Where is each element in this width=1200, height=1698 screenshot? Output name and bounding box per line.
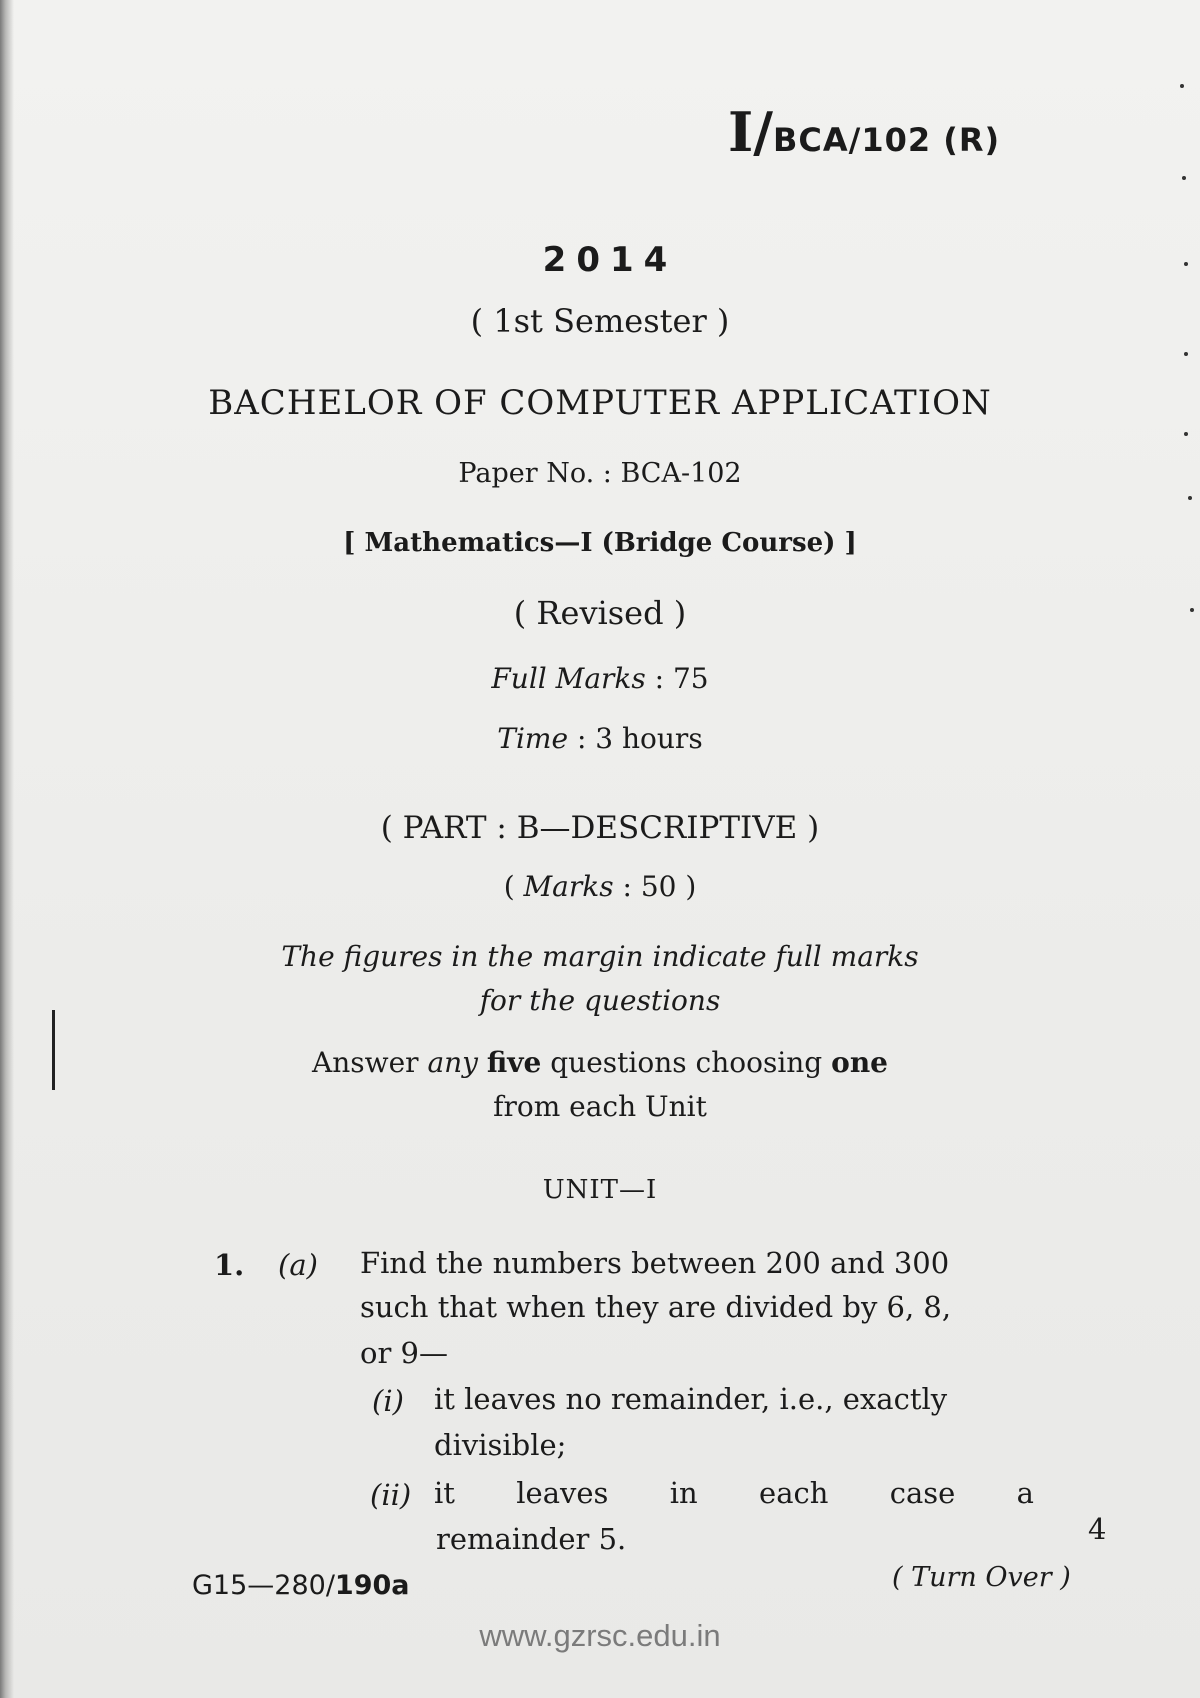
sub-question-ii-line2: remainder 5. — [436, 1522, 627, 1556]
answer-one: one — [831, 1046, 888, 1079]
scan-dot — [1184, 432, 1188, 436]
full-marks-label: Full Marks — [491, 662, 646, 695]
answer-any: any — [427, 1046, 478, 1079]
part-marks-value: : 50 ) — [613, 870, 697, 903]
answer-five: five — [486, 1046, 542, 1079]
sub-ii-word: it — [434, 1476, 455, 1510]
sub-question-i-line2: divisible; — [434, 1428, 567, 1462]
sub-question-i-label: (i) — [372, 1384, 404, 1418]
scan-dot — [1188, 496, 1192, 500]
answer-instruction-line1 — [0, 1046, 1200, 1079]
turn-over: ( Turn Over ) — [892, 1562, 1071, 1593]
sub-ii-word: case — [889, 1476, 956, 1510]
margin-instruction-line2: for the questions — [479, 984, 721, 1017]
degree-title: BACHELOR OF COMPUTER APPLICATION — [208, 383, 992, 423]
time-label: Time — [497, 722, 569, 755]
time-allowed — [0, 722, 1200, 755]
full-marks-value: : 75 — [645, 662, 709, 695]
revised-label: ( Revised ) — [513, 594, 687, 632]
question-number: 1. — [214, 1248, 245, 1282]
part-title: ( PART : B—DESCRIPTIVE ) — [380, 810, 820, 846]
unit-heading: UNIT—I — [542, 1175, 658, 1205]
paper-number: Paper No. : BCA-102 — [458, 458, 742, 489]
exam-year: 2014 — [542, 240, 678, 280]
answer-mid: questions choosing — [541, 1046, 832, 1079]
paper-code-suffix: BCA/102 (R) — [772, 121, 1001, 159]
website-watermark: www.gzrsc.edu.in — [479, 1618, 721, 1653]
part-marks-label: Marks — [523, 870, 614, 903]
sub-ii-word: each — [759, 1476, 829, 1510]
part-marks-open: ( — [503, 870, 524, 903]
sub-ii-word: in — [669, 1476, 698, 1510]
question-line3: or 9— — [360, 1336, 448, 1370]
paper-code — [728, 100, 1000, 164]
footer-code — [192, 1570, 410, 1601]
part-marks — [0, 870, 1200, 903]
subject-title: [ Mathematics—I (Bridge Course) ] — [343, 528, 857, 558]
question-line2: such that when they are divided by 6, 8, — [360, 1290, 952, 1324]
answer-instruction-line2: from each Unit — [493, 1090, 707, 1123]
scan-dot — [1180, 84, 1184, 88]
sub-ii-word: a — [1016, 1476, 1034, 1510]
scan-dot — [1182, 176, 1186, 180]
sub-question-i-line1: it leaves no remainder, i.e., exactly — [434, 1382, 948, 1416]
time-value: : 3 hours — [568, 722, 703, 755]
margin-instruction-line1: The figures in the margin indicate full marks — [281, 940, 919, 973]
full-marks — [0, 662, 1200, 695]
footer-code-bold: 190a — [334, 1570, 410, 1601]
sub-ii-word: leaves — [516, 1476, 609, 1510]
sub-question-ii-line1 — [434, 1476, 1034, 1510]
question-line1: Find the numbers between 200 and 300 — [360, 1246, 950, 1280]
question-part-label: (a) — [278, 1248, 318, 1282]
question-marks: 4 — [1088, 1512, 1107, 1546]
answer-pre: Answer — [312, 1046, 428, 1079]
paper-code-prefix: I/ — [728, 100, 773, 164]
semester: ( 1st Semester ) — [470, 302, 730, 340]
footer-code-pre: G15—280/ — [192, 1570, 335, 1601]
sub-question-ii-label: (ii) — [370, 1478, 412, 1512]
scan-dot — [1184, 352, 1188, 356]
